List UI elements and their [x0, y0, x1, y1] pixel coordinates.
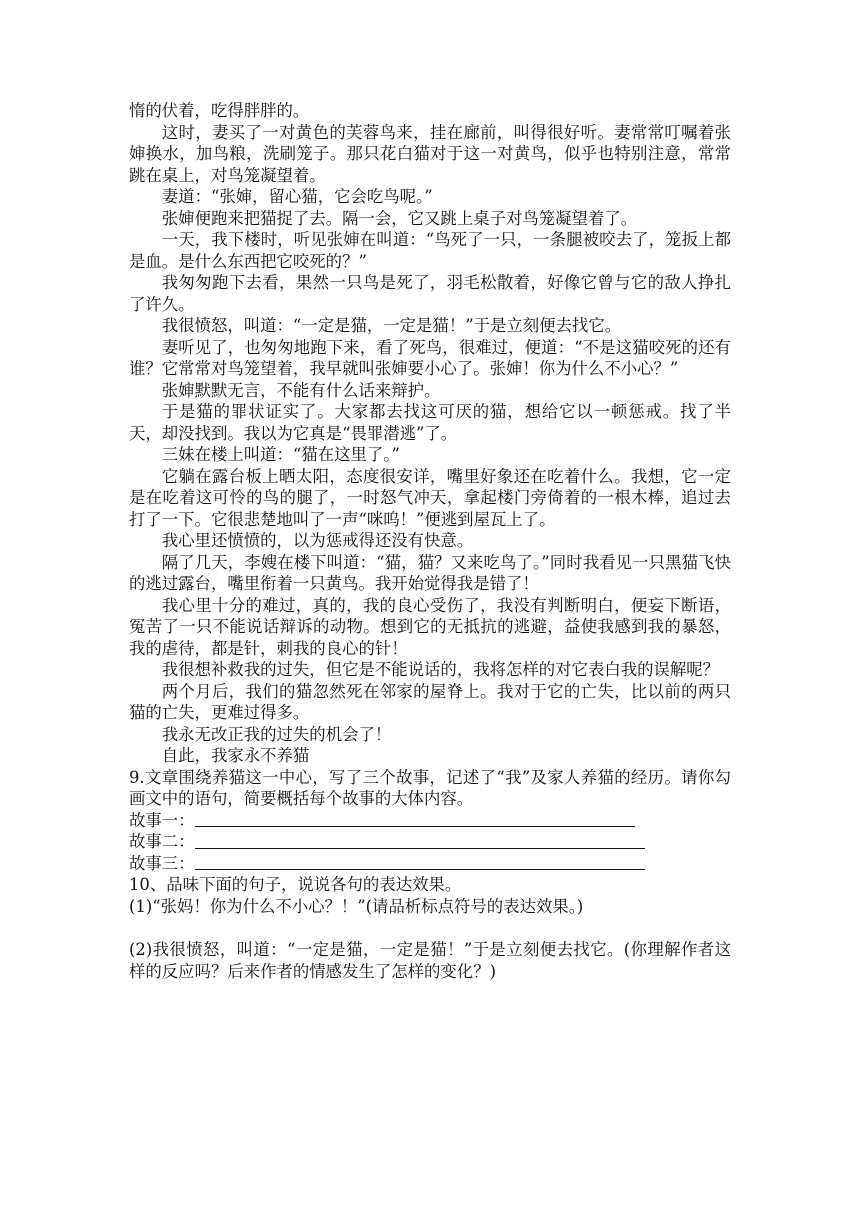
paragraph: 这时，妻买了一对黄色的芙蓉鸟来，挂在廊前，叫得很好听。妻常常叮嘱着张婶换水，加鸟粮，洗刷笼子。那只花白猫对于这一对黄鸟，似乎也特别注意，常常跳在桌上，对鸟笼凝望着。 — [129, 122, 731, 185]
paragraph: 两个月后，我们的猫忽然死在邻家的屋脊上。我对于它的亡失，比以前的两只猫的亡失，更难过得多。 — [129, 681, 731, 722]
paragraph: 我永无改正我的过失的机会了！ — [161, 724, 392, 744]
answer-space[interactable] — [129, 917, 731, 939]
paragraph: 我心里还愤愤的，以为惩戒得还没有快意。 — [161, 531, 474, 550]
question-10-sub-1: (1)“张妈！你为什么不小心？！”(请品析标点符号的表达效果。) — [129, 896, 584, 916]
question-10: 10、品味下面的句子，说说各句的表达效果。 — [129, 875, 462, 894]
paragraph: 我很愤怒，叫道：“一定是猫，一定是猫！”于是立刻便去找它。 — [161, 316, 622, 335]
story-2-answer — [129, 831, 731, 853]
story-3-label: 故事三： — [129, 853, 195, 873]
story-3-blank[interactable] — [195, 853, 645, 870]
paragraph: 于是猫的罪状证实了。大家都去找这可厌的猫，想给它以一顿惩戒。找了半天，却没找到。我以为它真是“畏罪潜逃”了。 — [129, 402, 731, 443]
paragraph: 一天，我下楼时，听见张婶在叫道：“鸟死了一只，一条腿被咬去了，笼扳上都是血。是什么东西把它咬死的？” — [129, 230, 731, 271]
paragraph: 惰的伏着，吃得胖胖的。 — [129, 101, 310, 120]
paragraph: 妻听见了，也匆匆地跑下来，看了死鸟，很难过，便道：“不是这猫咬死的还有谁？它常常对鸟笼望着，我早就叫张婶要小心了。张婶！你为什么不小心？” — [129, 337, 731, 378]
paragraph: 妻道：“张婶，留心猫，它会吃鸟呢。” — [161, 187, 433, 206]
question-10-sub-2: (2)我很愤怒，叫道：“一定是猫，一定是猫！”于是立刻便去找它。(你理解作者这样的反应吗？后来作者的情感发生了怎样的变化？) — [129, 940, 731, 981]
paragraph: 我心里十分的难过，真的，我的良心受伤了，我没有判断明白，便妄下断语，冤苦了一只不能说话辩诉的动物。想到它的无抵抗的逃避，益使我感到我的暴怒，我的虐待，都是针，刺我的良心的针！ — [129, 595, 731, 658]
paragraph: 自此，我家永不养猫 — [161, 746, 310, 765]
paragraph: 它躺在露台板上晒太阳，态度很安详，嘴里好象还在吃着什么。我想，它一定是在吃着这可怜的鸟的腿了，一时怒气冲天，拿起楼门旁倚着的一根木棒，追过去打了一下。它很悲楚地叫了一声“咪呜！”便逃到屋瓦上了。 — [129, 466, 731, 529]
paragraph: 我很想补救我的过失，但它是不能说话的，我将怎样的对它表白我的误解呢？ — [161, 660, 720, 679]
paragraph: 张婶默默无言，不能有什么话来辩护。 — [161, 380, 441, 400]
story-1-blank[interactable] — [195, 810, 635, 827]
story-3-answer — [129, 853, 731, 875]
paragraph: 张婶便跑来把猫捉了去。隔一会，它又跳上桌子对鸟笼凝望着了。 — [161, 208, 638, 228]
document-page — [129, 100, 731, 982]
question-9: 9.文章围绕养猫这一中心，写了三个故事，记述了“我”及家人养猫的经历。请你勾画文中的语句，简要概括每个故事的大体内容。 — [129, 767, 731, 808]
story-1-answer — [129, 810, 731, 832]
paragraph: 三妹在楼上叫道：“猫在这里了。” — [161, 445, 400, 464]
story-2-label: 故事二： — [129, 832, 195, 851]
paragraph: 我匆匆跑下去看，果然一只鸟是死了，羽毛松散着，好像它曾与它的敌人挣扎了许久。 — [129, 273, 731, 314]
story-1-label: 故事一： — [129, 810, 195, 830]
story-2-blank[interactable] — [195, 832, 645, 849]
paragraph: 隔了几天，李嫂在楼下叫道：“猫，猫？又来吃鸟了。”同时我看见一只黑猫飞快的逃过露台，嘴里衔着一只黄鸟。我开始觉得我是错了！ — [129, 552, 731, 593]
